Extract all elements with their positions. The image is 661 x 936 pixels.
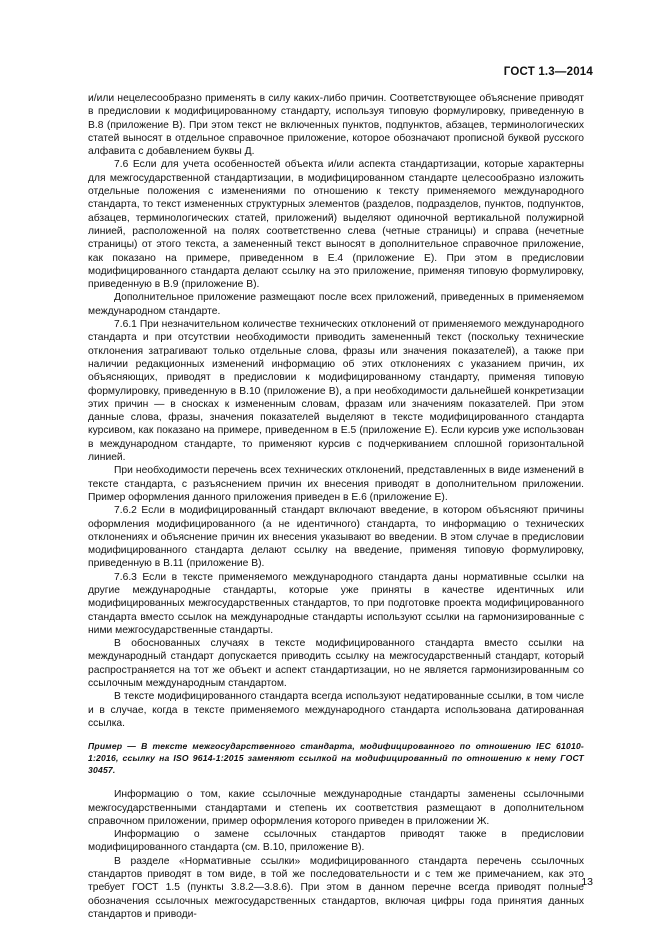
paragraph: Информацию о том, какие ссылочные международные стандарты заменены ссылочными межгосударственными стандартами и степень их соответствия размещают в дополнительном справочном приложении, пример оформления которого приведен в приложении Ж. [88,789,584,827]
paragraph: 7.6 Если для учета особенностей объекта и/или аспекта стандартизации, которые характерны для межгосударственной стандартизации, в модифицированном стандарте целесообразно изложить отдельные положения с изменениями по отношению к тексту применяемого международного стандарта, то текст измененных структурных элементов (разделов, подразделов, пунктов, подпунктов, абзацев, терминологических статей, приложений) выделяют одиночной вертикальной полужирной линией, расположенной на полях соответственно слева (четные страницы) и справа (нечетные страницы) от этого текста, а замененный текст выносят в дополнительное справочное приложение, как показано на примере, приведенном в Е.4 (приложение Е). При этом в предисловии модифицированного стандарта делают ссылку на это приложение, применяя типовую формулировку, приведенную в В.9 (приложение В). [88,159,584,291]
document-header: ГОСТ 1.3—2014 [503,66,593,78]
page-number: 13 [581,876,593,888]
paragraph: В разделе «Нормативные ссылки» модифицированного стандарта перечень ссылочных стандартов приводят в том виде, в той же последовательности и с тем же примечанием, как это требует ГОСТ 1.5 (пункты 3.8.2—3.8.6). При этом в данном перечне всегда приводят полные обозначения ссылочных межгосударственных стандартов, включая цифры года принятия данных стандартов и приводи- [88,855,584,920]
paragraph: Дополнительное приложение размещают после всех приложений, приведенных в применяемом международном стандарте. [88,292,584,317]
paragraph: При необходимости перечень всех технических отклонений, представленных в виде изменений в тексте стандарта, с разъяснением причин их внесения приводят в дополнительном приложении. Пример оформления данного приложения приведен в Е.6 (приложение Е). [88,465,584,503]
paragraph: 7.6.3 Если в тексте применяемого международного стандарта даны нормативные ссылки на другие международные стандарты, которые уже приняты в качестве идентичных или модифицированных межгосударственных стандартов, то при подготовке проекта модифицированного стандарта вместо ссылок на международные стандарты используют ссылки на гармонизированные с ними межгосударственные стандарты. [88,571,584,636]
paragraph: 7.6.2 Если в модифицированный стандарт включают введение, в котором объясняют причины оформления модифицированного (а не идентичного) стандарта, то информацию о технических отклонениях и объяснение причин их внесения указывают во введении. В этом случае в предисловии модифицированного стандарта делают ссылку на введение, применяя типовую формулировку, приведенную в В.11 (приложение В). [88,505,584,570]
paragraph: Информацию о замене ссылочных стандартов приводят также в предисловии модифицированного стандарта (см. В.10, приложение В). [88,829,584,854]
paragraph: 7.6.1 При незначительном количестве технических отклонений от применяемого международного стандарта и при отсутствии необходимости приводить замененный текст (поскольку технические отклонения затрагивают только отдельные слова, фразы или значения показателей), а также при наличии редакционных изменений информацию об этих отклонениях с указанием причин, их объясняющих, приводят в предисловии к модифицированному стандарту, применяя типовую формулировку, приведенную в В.10 (приложение В), а при необходимости дальнейшей конкретизации этих причин — в сносках к измененным словам, фразам или значениям показателей. При этом данные слова, фразы, значения показателей выделяют в тексте модифицированного стандарта курсивом, как показано на примере, приведенном в Е.5 (приложение Е). Если курсив уже использован в международном стандарте, то применяют курсив с подчеркиванием сплошной горизонтальной линией. [88,319,584,464]
paragraph: В обоснованных случаях в тексте модифицированного стандарта вместо ссылки на международный стандарт допускается приводить ссылку на межгосударственный стандарт, который распространяется на тот же объект и аспект стандартизации, но не является гармонизированным со ссылочным международным стандартом. [88,638,584,690]
example-note: Пример — В тексте межгосударственного стандарта, модифицированного по отношению IEC 61010-1:2016, ссылку на ISO 9614-1:2015 заменяют ссылкой на модифицированный по отношению к нему ГОСТ 30457. [88,741,584,776]
document-body [88,92,584,921]
paragraph: В тексте модифицированного стандарта всегда используют недатированные ссылки, в том числе и в случае, когда в тексте применяемого международного стандарта использована датированная ссылка. [88,691,584,729]
paragraph: и/или нецелесообразно применять в силу каких-либо причин. Соответствующее объяснение приводят в предисловии к модифицированному стандарту, используя типовую формулировку, приведенную в В.8 (приложение В). При этом текст не включенных пунктов, подпунктов, абзацев, терминологических статей выносят в отдельное справочное приложение, которое обозначают прописной буквой русского алфавита с добавлением буквы Д. [88,93,584,158]
